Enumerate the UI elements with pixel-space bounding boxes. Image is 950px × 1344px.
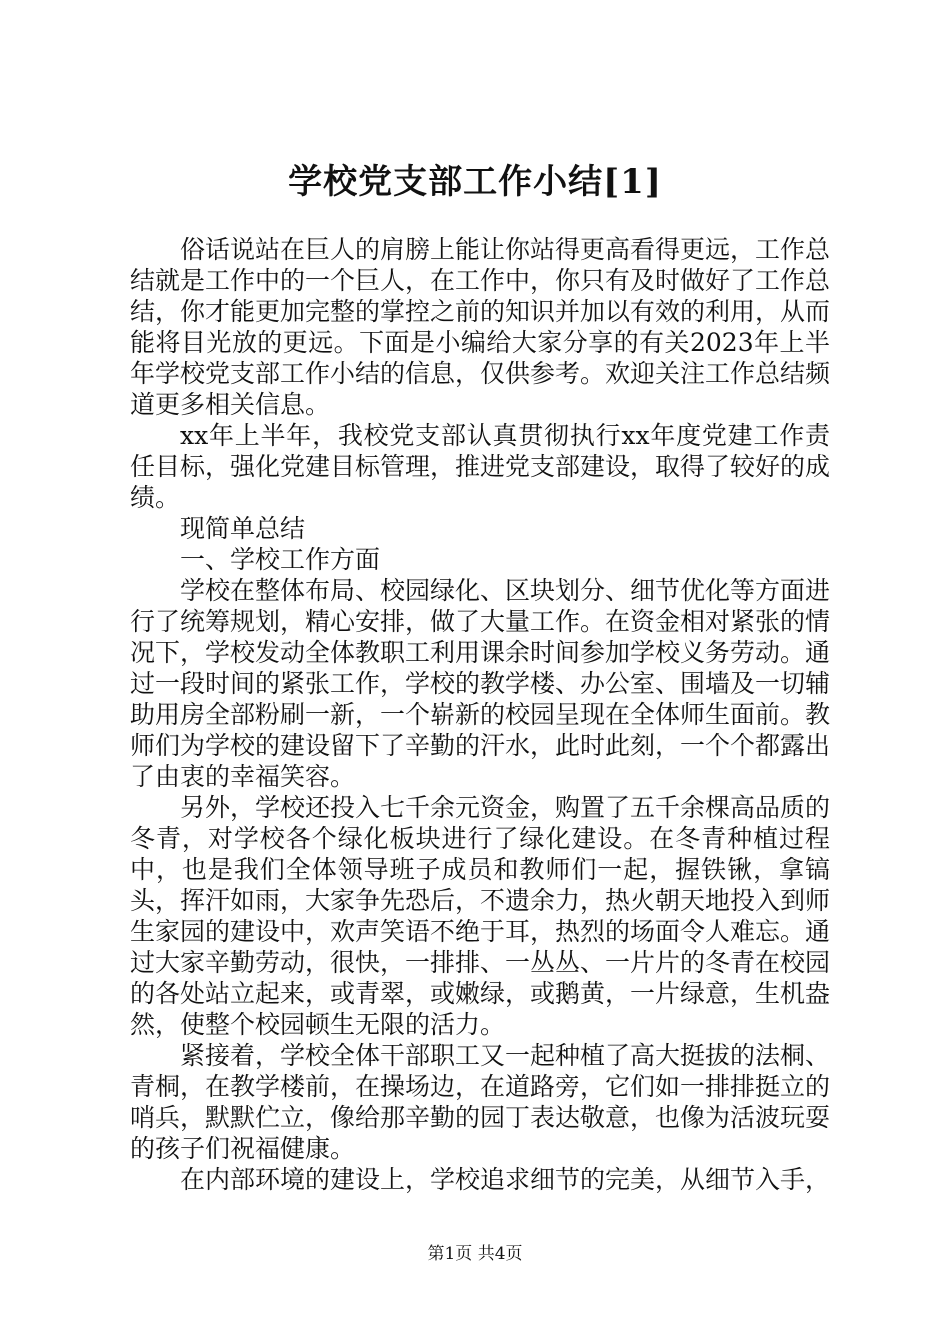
paragraph-intro: 俗话说站在巨人的肩膀上能让你站得更高看得更远，工作总结就是工作中的一个巨人，在工作中，你只有及时做好了工作总结，你才能更加完整的掌控之前的知识并加以有效的利用，从而能将目光放的更远。下面是小编给大家分享的有关2023年上半年学校党支部工作小结的信息，仅供参考。欢迎关注工作总结频道更多相关信息。 [130, 235, 831, 419]
paragraph-campus-work: 学校在整体布局、校园绿化、区块划分、细节优化等方面进行了统筹规划，精心安排，做了大量工作。在资金相对紧张的情况下，学校发动全体教职工利用课余时间参加学校义务劳动。通过一段时间的紧张工作，学校的教学楼、办公室、围墙及一切辅助用房全部粉刷一新，一个崭新的校园呈现在全体师生面前。教师们为学校的建设留下了辛勤的汗水，此时此刻，一个个都露出了由衷的幸福笑容。 [130, 576, 831, 791]
paragraph-trees: 紧接着，学校全体干部职工又一起种植了高大挺拔的法桐、青桐，在教学楼前，在操场边，在道路旁，它们如一排排挺立的哨兵，默默伫立，像给那辛勤的园丁表达敬意，也像为活波玩耍的孩子们祝福健康。 [130, 1041, 831, 1163]
section-heading: 一、学校工作方面 [180, 545, 381, 574]
document-body [130, 234, 830, 1195]
page-footer: 第1页 共4页 [427, 1244, 523, 1264]
paragraph-interior: 在内部环境的建设上，学校追求细节的完美，从细节入手， [180, 1165, 831, 1194]
document-title: 学校党支部工作小结[1] [288, 162, 662, 202]
paragraph-summary: xx年上半年，我校党支部认真贯彻执行xx年度党建工作责任目标，强化党建目标管理，推进党支部建设，取得了较好的成绩。 [130, 421, 831, 512]
paragraph-lead: 现简单总结 [180, 514, 306, 543]
paragraph-greening: 另外，学校还投入七千余元资金，购置了五千余棵高品质的冬青，对学校各个绿化板块进行了绿化建设。在冬青种植过程中，也是我们全体领导班子成员和教师们一起，握铁锹，拿镐头，挥汗如雨，大家争先恐后，不遗余力，热火朝天地投入到师生家园的建设中，欢声笑语不绝于耳，热烈的场面令人难忘。通过大家辛勤劳动，很快，一排排、一丛丛、一片片的冬青在校园的各处站立起来，或青翠，或嫩绿，或鹅黄，一片绿意，生机盎然，使整个校园顿生无限的活力。 [130, 793, 831, 1039]
